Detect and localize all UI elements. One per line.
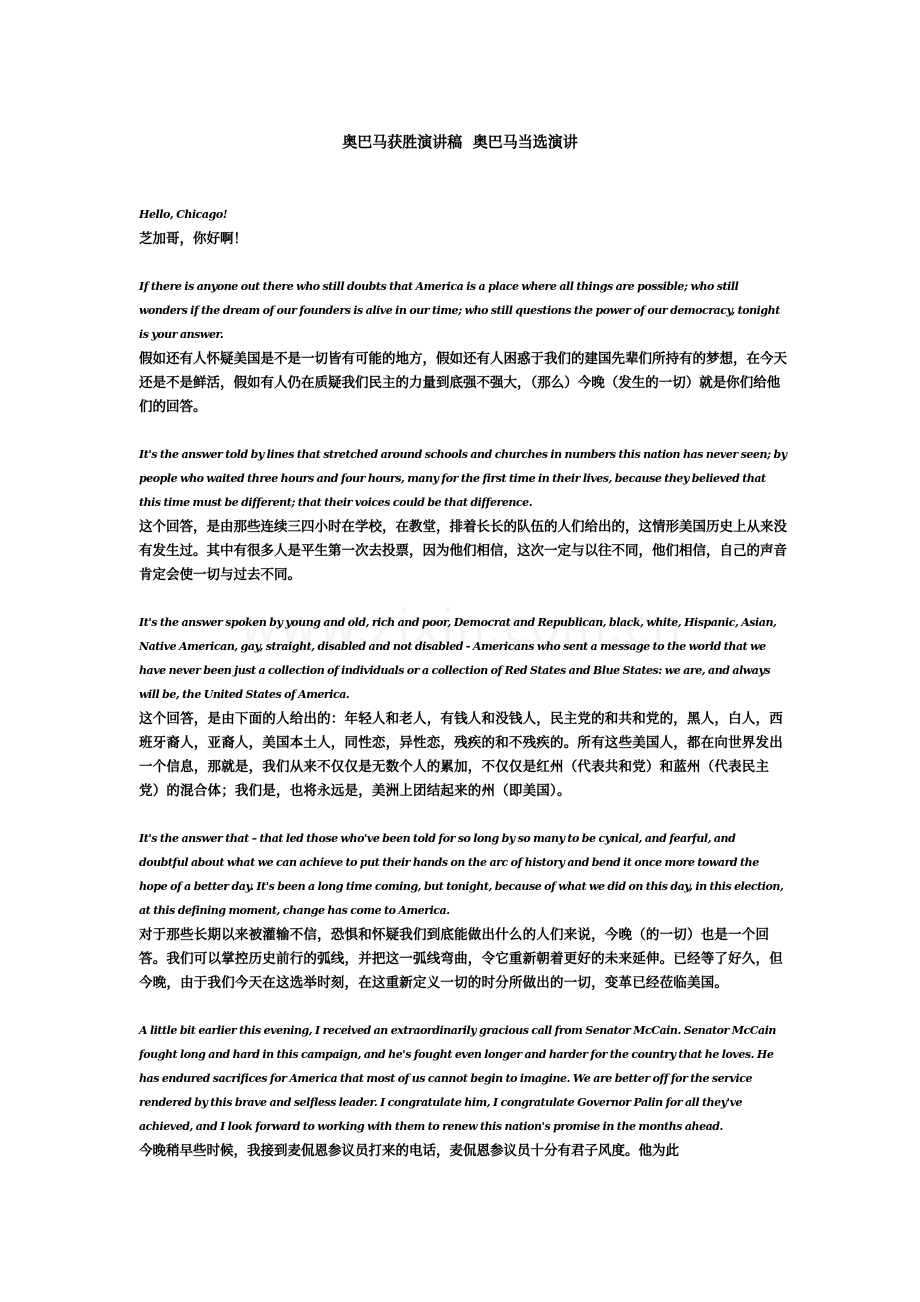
english-text: If there is anyone out there who still doubts that America is a place where all things are possible; who still wonders if the dream of our founders is alive in our time; who still questions the power of our democracy, tonight is your answer. (139, 280, 780, 341)
english-text: It's the answer spoken by young and old, rich and poor, Democrat and Republican, black, white, Hispanic, Asian, Native American, gay, straight, disabled and not disabled - Americans who sent a message to the world that we have never been just a collection of individuals or a collection of Red States and Blue States: we are, and always will be, the United States of America. (139, 616, 777, 701)
paragraph-gap (139, 251, 787, 275)
paragraph-answer (139, 275, 787, 419)
chinese-text: 这个回答，是由下面的人给出的：年轻人和老人，有钱人和没钱人，民主党的和共和党的，黑人，白人，西班牙裔人，亚裔人，美国本土人，同性恋，异性恋，残疾的和不残疾的。所有这些美国人，都在向世界发出一个信息，那就是，我们从来不仅仅是无数个人的累加，不仅仅是红州（代表共和党）和蓝州（代表民主党）的混合体；我们是，也将永远是，美洲上团结起来的州（即美国）。 (139, 711, 783, 799)
chinese-text: 对于那些长期以来被灌输不信，恐惧和怀疑我们到底能做出什么的人们来说，今晚（的一切）也是一个回答。我们可以掌控历史前行的弧线，并把这一弧线弯曲，令它重新朝着更好的未来延伸。已经等了好久，但今晚，由于我们今天在这选举时刻，在这重新定义一切的时分所做出的一切，变革已经莅临美国。 (139, 927, 783, 991)
paragraph-gap (139, 419, 787, 443)
english-text: A little bit earlier this evening, I received an extraordinarily gracious call from Senator McCain. Senator McCain fought long and hard in this campaign, and he's fought even longer and harder for the country that he loves. He has endured sacrifices for America that most of us cannot begin to imagine. We are better off for the service rendered by this brave and selfless leader. I congratulate him, I congratulate Governor Palin for all they've achieved, and I look forward to working with them to renew this nation's promise in the months ahead. (139, 1024, 776, 1133)
paragraph-gap (139, 587, 787, 611)
chinese-text: 今晚稍早些时候，我接到麦侃恩参议员打来的电话，麦侃恩参议员十分有君子风度。他为此 (139, 1143, 679, 1159)
paragraph-mccain (139, 1019, 787, 1163)
chinese-text: 假如还有人怀疑美国是不是一切皆有可能的地方，假如还有人困惑于我们的建国先辈们所持有的梦想，在今天还是不是鲜活，假如有人仍在质疑我们民主的力量到底强不强大，（那么）今晚（发生的一切）就是你们给他们的回答。 (139, 351, 787, 415)
paragraph-united-states (139, 611, 787, 803)
paragraph-lines (139, 443, 787, 587)
english-text: Hello, Chicago! (139, 208, 228, 221)
document-title: 奥巴马获胜演讲稿 奥巴马当选演讲 (342, 133, 578, 151)
paragraph-gap (139, 803, 787, 827)
paragraph-greeting (139, 203, 787, 251)
english-text: It's the answer that – that led those who've been told for so long by so many to be cynical, and fearful, and doubtful about what we can achieve to put their hands on the arc of history and bend it once more toward the hope of a better day. It's been a long time coming, but tonight, because of what we did on this day, in this election, at this defining moment, change has come to America. (139, 832, 784, 917)
chinese-text: 这个回答，是由那些连续三四小时在学校，在教堂，排着长长的队伍的人们给出的，这情形美国历史上从来没有发生过。其中有很多人是平生第一次去投票，因为他们相信，这次一定与以往不同，他们相信，自己的声音肯定会使一切与过去不同。 (139, 519, 787, 583)
paragraph-gap (139, 995, 787, 1019)
chinese-text: 芝加哥，你好啊！ (139, 231, 247, 247)
paragraph-change (139, 827, 787, 995)
document-body (139, 203, 787, 1163)
english-text: It's the answer told by lines that stretched around schools and churches in numbers this nation has never seen; by people who waited three hours and four hours, many for the first time in their lives, because they believed that this time must be different; that their voices could be that difference. (139, 448, 787, 509)
